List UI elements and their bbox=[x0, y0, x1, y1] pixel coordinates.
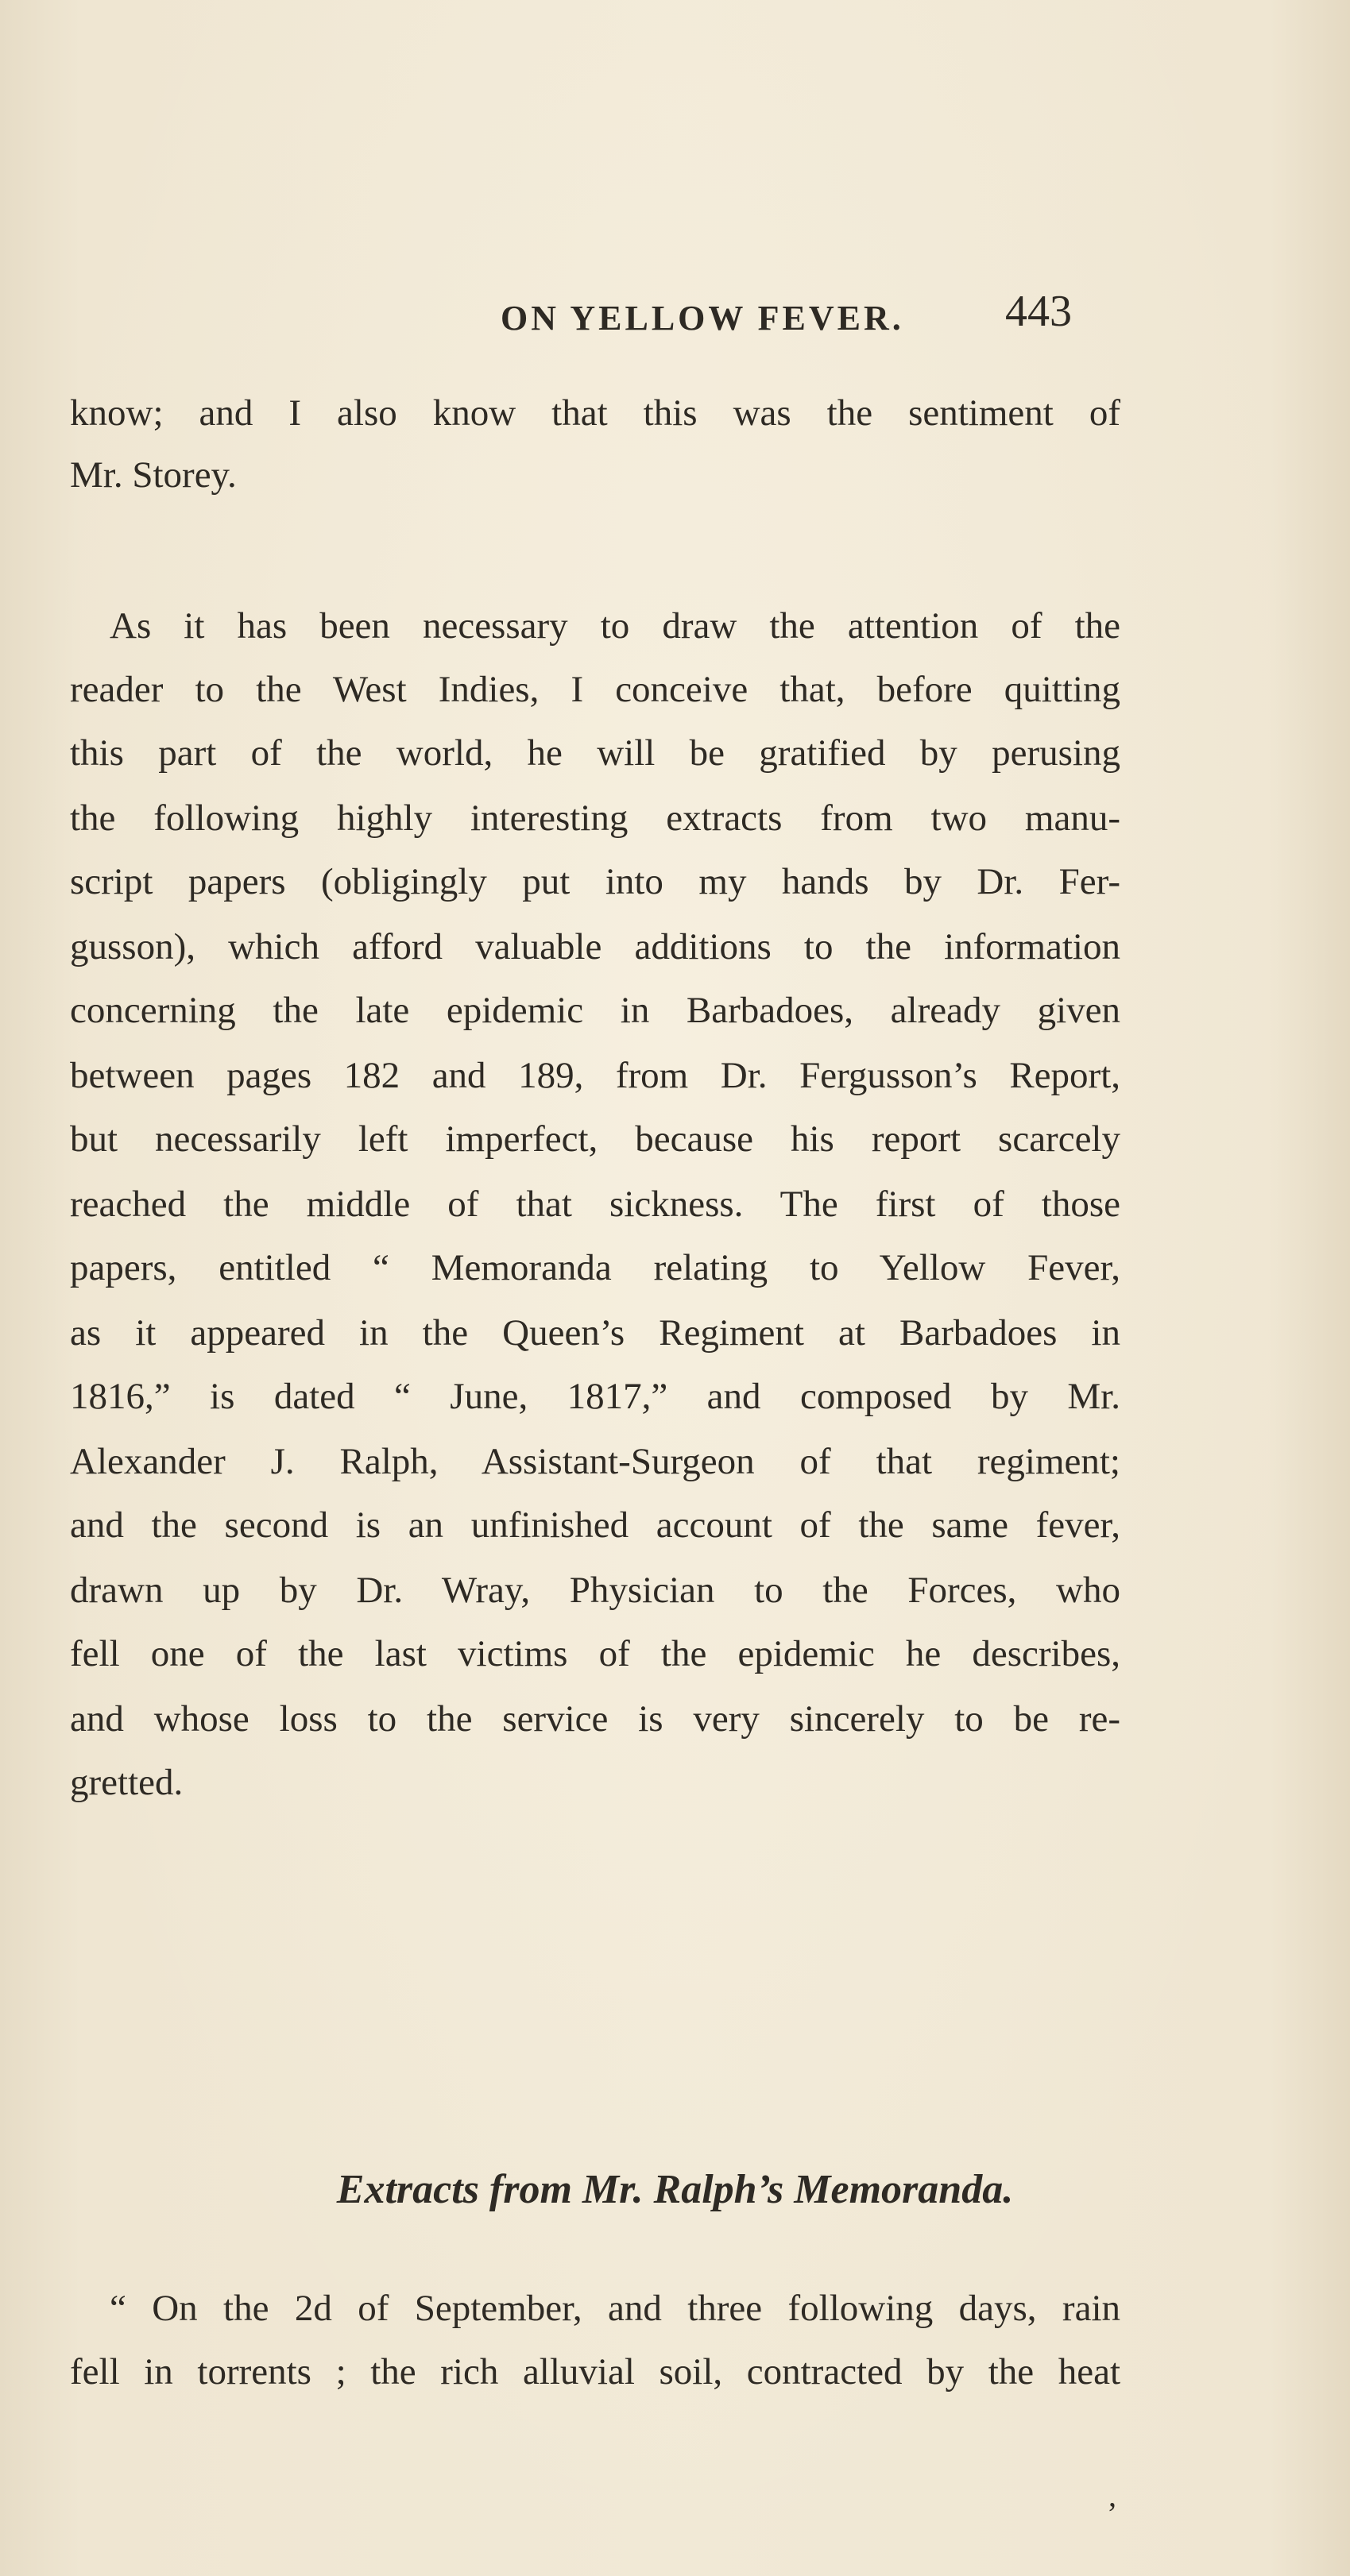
page-number: 443 bbox=[1005, 287, 1072, 336]
text-line: gretted. bbox=[70, 1762, 184, 1803]
text-line: and whose loss to the service is very sincerely to be re- bbox=[70, 1698, 1120, 1740]
text-line: and the second is an unfinished account of the same fever, bbox=[70, 1504, 1120, 1546]
section-subheading: Extracts from Mr. Ralph’s Memoranda. bbox=[336, 2167, 1014, 2212]
text-line: fell one of the last victims of the epidemic he describes, bbox=[70, 1633, 1120, 1674]
text-line: this part of the world, he will be gratified by perusing bbox=[70, 732, 1120, 774]
text-line: script papers (obligingly put into my hands by Dr. Fer- bbox=[70, 861, 1120, 902]
text-line: know; and I also know that this was the sentiment of bbox=[70, 392, 1120, 434]
text-line: the following highly interesting extracts from two manu- bbox=[70, 798, 1120, 839]
text-line: but necessarily left imperfect, because his report scarcely bbox=[70, 1118, 1120, 1160]
catchword: , bbox=[1108, 2478, 1116, 2513]
text-line: Mr. Storey. bbox=[70, 454, 237, 496]
text-line: gusson), which afford valuable additions to the information bbox=[70, 926, 1120, 967]
text-line: As it has been necessary to draw the attention of the bbox=[110, 605, 1120, 647]
text-line: 1816,” is dated “ June, 1817,” and composed by Mr. bbox=[70, 1376, 1120, 1417]
text-line: concerning the late epidemic in Barbadoes, already given bbox=[70, 990, 1120, 1031]
text-line: reached the middle of that sickness. The first of those bbox=[70, 1184, 1120, 1225]
text-line: Alexander J. Ralph, Assistant-Surgeon of that regiment; bbox=[70, 1441, 1120, 1482]
text-line: between pages 182 and 189, from Dr. Fergusson’s Report, bbox=[70, 1055, 1120, 1096]
text-line: papers, entitled “ Memoranda relating to Yellow Fever, bbox=[70, 1247, 1120, 1288]
running-head: ON YELLOW FEVER. bbox=[501, 299, 904, 338]
text-line: drawn up by Dr. Wray, Physician to the Forces, who bbox=[70, 1570, 1120, 1611]
text-line: fell in torrents ; the rich alluvial soil, contracted by the heat bbox=[70, 2351, 1120, 2393]
text-line: as it appeared in the Queen’s Regiment at Barbadoes in bbox=[70, 1312, 1120, 1354]
text-line: “ On the 2d of September, and three following days, rain bbox=[110, 2288, 1120, 2329]
text-line: reader to the West Indies, I conceive that, before quitting bbox=[70, 669, 1120, 710]
